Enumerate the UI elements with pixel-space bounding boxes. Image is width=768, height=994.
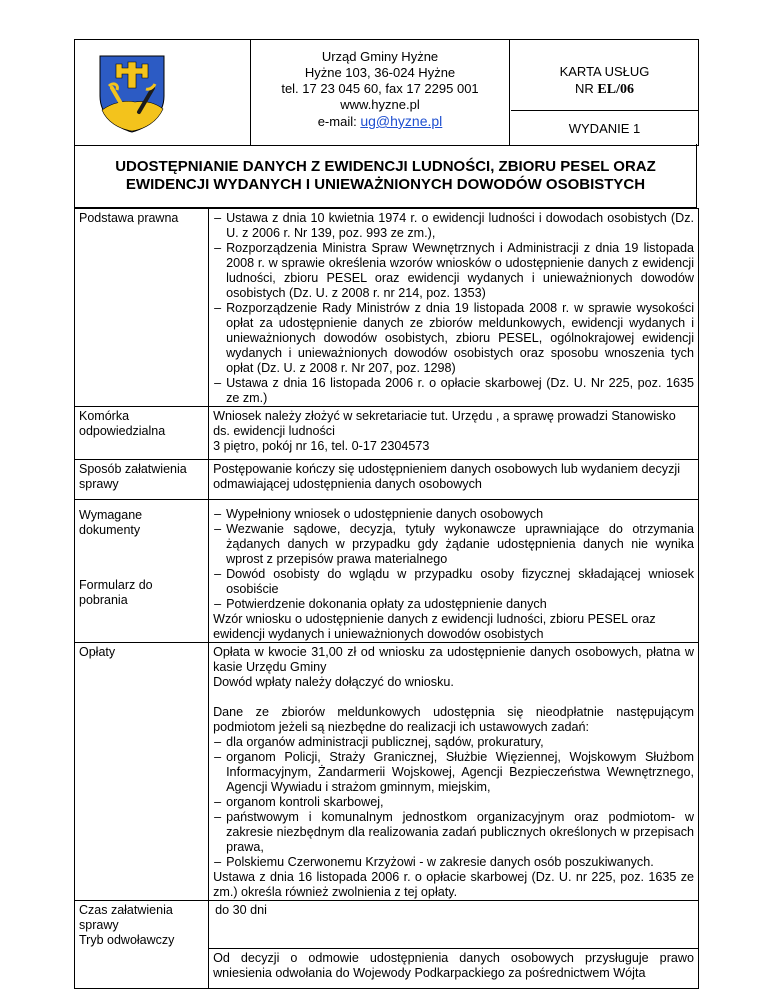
fees-exempt-list	[213, 735, 694, 870]
email-label: e-mail:	[317, 114, 357, 129]
row-unit	[75, 407, 699, 460]
list-item: – Rozporządzenie Rady Ministrów z dnia 19 listopada 2008 r. w sprawie wysokości opłat za udostępnienie danych ze zbiorów meldunkowych, ewidencji wydanych i unieważnionych dowodów osobistych, zbioru PESEL, ogólnokrajowej ewidencji wydanych i unieważnionych dowodów osobistych oraz sposobu wnoszenia tych opłat (Dz. U. z 2008 r. Nr 207, poz. 1298)	[213, 301, 694, 376]
label-appeal-cell	[75, 948, 209, 988]
card-number-line	[511, 80, 698, 98]
label-settlement: Sposób załatwienia sprawy	[75, 460, 209, 500]
office-address-block	[251, 40, 510, 145]
title-line-2: EWIDENCJI WYDANYCH I UNIEWAŻNIONYCH DOWODÓW OSOBISTYCH	[125, 176, 646, 193]
list-item: – Wezwanie sądowe, decyzja, tytuły wykonawcze uprawniające do otrzymania żądanych danych w przypadku gdy żądanie udostępnienia danych nie wynika wprost z przepisów prawa materialnego	[213, 522, 694, 567]
row-time	[75, 901, 699, 949]
label-legal-basis: Podstawa prawna	[75, 209, 209, 407]
time-label: Czas załatwienia sprawy	[79, 903, 173, 932]
list-item: – organom Policji, Straży Granicznej, Służbie Więziennej, Wojskowym Służbom Informacyjnym, Żandarmerii Wojskowej, Agencji Bezpieczeństwa Wewnętrznego, Agencji Wywiadu i strażom gminnym, miejskim,	[213, 750, 694, 795]
list-item: – Rozporządzenia Ministra Spraw Wewnętrznych i Administracji z dnia 19 listopada 2008 r. w sprawie określenia wzorów wniosków o udostępnienie danych z ewidencji ludności, zbioru PESEL oraz ewidencji wydanych i unieważnionych dowodów osobistych (Dz. U. z 2008 r. nr 214, poz. 1353)	[213, 241, 694, 301]
list-item: – dla organów administracji publicznej, sądów, prokuratury,	[213, 735, 694, 750]
service-details-table	[74, 208, 699, 989]
label-fees: Opłaty	[75, 643, 209, 901]
list-item: – Polskiemu Czerwonemu Krzyżowi - w zakresie danych osób poszukiwanych.	[213, 855, 694, 870]
page-title	[74, 144, 697, 208]
list-item: – Potwierdzenie dokonania opłaty za udostępnienie danych	[213, 597, 694, 612]
documents-label: Wymagane dokumenty	[79, 508, 143, 537]
appeal-label: Tryb odwoławczy	[79, 933, 175, 947]
office-phone: tel. 17 23 045 60, fax 17 2295 001	[281, 81, 479, 96]
service-card-number	[511, 40, 698, 111]
content-settlement: Postępowanie kończy się udostępnieniem danych osobowych lub wydaniem decyzji odmawiającej udostępnienia danych osobowych	[209, 460, 699, 500]
content-legal-basis	[209, 209, 699, 407]
list-item: – Ustawa z dnia 10 kwietnia 1974 r. o ewidencji ludności i dowodach osobistych (Dz. U. z 2006 r. Nr 139, poz. 993 ze zm.),	[213, 211, 694, 241]
legal-basis-list	[213, 211, 694, 406]
content-appeal: Od decyzji o odmowie udostępnienia danych osobowych przysługuje prawo wniesienia odwołania do Wojewody Podkarpackiego za pośrednictwem Wójta	[209, 948, 699, 988]
card-nr: EL/06	[597, 82, 634, 97]
office-address: Hyżne 103, 36-024 Hyżne	[304, 65, 456, 80]
fees-outro: Ustawa z dnia 16 listopada 2006 r. o opłacie skarbowej (Dz. U. nr 225, poz. 1635 ze zm.) określa również zwolnienia z tej opłaty.	[213, 870, 694, 899]
list-item: – państwowym i komunalnym jednostkom organizacyjnym oraz podmiotom- w zakresie niezbędnym dla realizowania zadań publicznych określonych w przepisach prawa,	[213, 810, 694, 855]
label-unit: Komórka odpowiedzialna	[75, 407, 209, 460]
header-box	[74, 39, 699, 146]
row-settlement	[75, 460, 699, 500]
office-name: Urząd Gminy Hyżne	[321, 49, 439, 64]
fees-intro: Dane ze zbiorów meldunkowych udostępnia się nieodpłatnie następującym podmiotom jeżeli są niezbędne do realizacji ich ustawowych zadań:	[213, 705, 694, 734]
email-link[interactable]: ug@hyzne.pl	[360, 113, 443, 129]
row-appeal	[75, 948, 699, 988]
content-unit	[209, 407, 699, 460]
card-nr-prefix: NR	[575, 81, 594, 96]
label-spacer	[79, 538, 204, 578]
row-fees	[75, 643, 699, 901]
row-documents	[75, 500, 699, 643]
label-documents	[75, 500, 209, 643]
list-item: – organom kontroli skarbowej,	[213, 795, 694, 810]
list-item: – Dowód osobisty do wglądu w przypadku osoby fizycznej składającej wniosek osobiście	[213, 567, 694, 597]
edition-label: WYDANIE 1	[568, 121, 641, 136]
fees-line-1: Opłata w kwocie 31,00 zł od wniosku za udostępnienie danych osobowych, płatna w kasie Urzędu Gminy	[213, 645, 694, 674]
content-fees	[209, 643, 699, 901]
fees-line-2: Dowód wpłaty należy dołączyć do wniosku.	[213, 675, 454, 689]
form-label: Formularz do pobrania	[79, 578, 153, 607]
office-website[interactable]: www.hyzne.pl	[340, 97, 420, 112]
content-documents	[209, 500, 699, 643]
row-legal-basis	[75, 209, 699, 407]
documents-list	[213, 507, 694, 612]
spacer	[213, 690, 694, 705]
list-item: – Ustawa z dnia 16 listopada 2006 r. o opłacie skarbowej (Dz. U. Nr 225, poz. 1635 ze zm.)	[213, 376, 694, 406]
logo-cell	[75, 40, 251, 145]
form-text: Wzór wniosku o udostępnienie danych z ewidencji ludności, zbioru PESEL oraz ewidencji wydanych i unieważnionych dowodów osobistych	[213, 612, 656, 641]
coat-of-arms-icon	[97, 54, 167, 134]
office-email-line	[251, 113, 509, 130]
time-text: do 30 dni	[215, 903, 267, 917]
unit-line-1: Wniosek należy złożyć w sekretariacie tut. Urzędu , a sprawę prowadzi Stanowisko ds. ewidencji ludności	[213, 409, 676, 438]
unit-line-2: 3 piętro, pokój nr 16, tel. 0-17 2304573	[213, 439, 430, 453]
title-line-1: UDOSTĘPNIANIE DANYCH Z EWIDENCJI LUDNOŚCI, ZBIORU PESEL ORAZ	[115, 158, 656, 175]
card-label: KARTA USŁUG	[559, 64, 650, 79]
list-item: – Wypełniony wniosek o udostępnienie danych osobowych	[213, 507, 694, 522]
label-time	[75, 901, 209, 949]
content-time	[209, 901, 699, 949]
